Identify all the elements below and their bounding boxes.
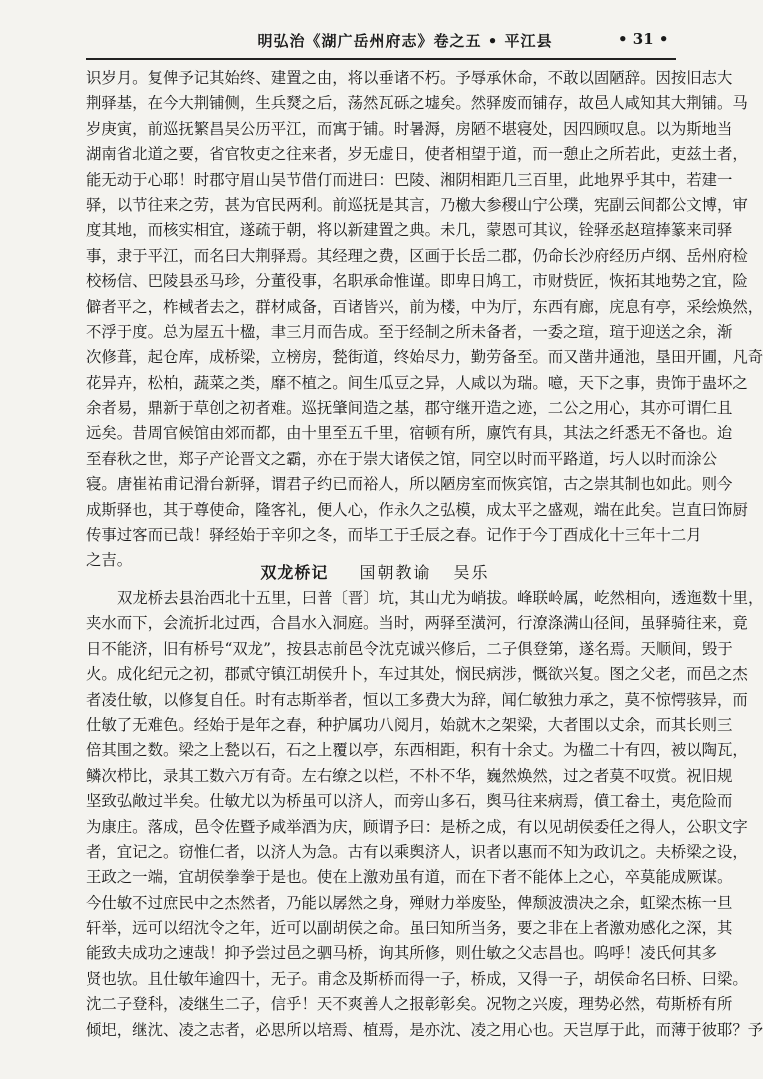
text-line: 沈二子登科，凌继生二子，信乎！天不爽善人之报彰彰矣。况物之兴废，理势必然，苟斯桥有所 xyxy=(86,995,733,1014)
text-line: 轩举，远可以绍沈令之年，近可以副胡侯之命。虽曰知所当务，要之非在上者激劝感化之深，其 xyxy=(86,919,733,938)
text-line: 不浮于度。总为屋五十楹，聿三月而告成。至于经制之所未备者，一委之瑄，瑄于迎送之余，渐 xyxy=(86,322,733,341)
text-line: 传事过客而已哉！驿经始于辛卯之冬，而毕工于壬辰之春。记作于今丁酉成化十三年十二月 xyxy=(86,526,702,545)
text-line: 驿，以节往来之劳，甚为官民两利。前巡抚是其言，乃檄大参稷山宁公璞，宪副云间都公文博，审 xyxy=(86,195,748,214)
text-line: 花异卉，松柏，蔬菜之类，靡不植之。间生瓜豆之异，人咸以为瑞。噫，天下之事，贵饰于蛊坏之 xyxy=(86,373,748,392)
author-name: 吴乐 xyxy=(453,563,490,582)
text-line: 度其地，而核实相宜，遂疏于朝，将以新建置之典。未几，蒙恩可其议，铨驿丞赵瑄捧篆来司驿 xyxy=(86,221,733,240)
section-heading xyxy=(0,562,750,584)
section-title: 双龙桥记 xyxy=(260,563,329,582)
text-line: 倾圯，继沈、凌之志者，必思所以培焉、植焉，是亦沈、凌之用心也。天岂厚于此，而薄于彼耶？予 xyxy=(86,1020,763,1039)
text-line: 为康庄。落成，邑令佐暨予咸举酒为庆，顾谓予曰：是桥之成，有以见胡侯委任之得人，公职文字 xyxy=(86,817,748,836)
text-line: 王政之一端，宜胡侯拳拳于是也。使在上激劝虽有道，而在下者不能体上之心，卒莫能成厥谋。 xyxy=(86,868,733,887)
author-role: 国朝教谕 xyxy=(359,563,432,582)
text-line: 贤也欤。且仕敏年逾四十，无子。甫念及斯桥而得一子，桥成，又得一子，胡侯命名曰桥、曰梁。 xyxy=(86,969,748,988)
text-line: 仕敏了无难色。经始于是年之春，种护属功八阅月，始就木之架梁，大者围以丈余，而其长则三 xyxy=(86,715,733,734)
text-line: 荆驿基，在今大荆铺侧，生兵燹之后，荡然瓦砾之墟矣。然驿废而铺存，故邑人咸知其大荆铺。马 xyxy=(86,94,748,113)
text-line: 成斯驿也，其于尊使命，隆客礼，便人心，作永久之弘模，成太平之盛观，端在此矣。岂直曰饰厨 xyxy=(86,500,748,519)
text-line: 鳞次栉比，录其工数六万有奇。左右缭之以栏，不朴不华，巍然焕然，过之者莫不叹赏。祝旧规 xyxy=(86,766,733,785)
text-line: 日不能济，旧有桥号“双龙”，按县志前邑令沈克诚兴修后，二子俱登第，遂名焉。天顺间，毁于 xyxy=(86,639,733,658)
header-rule xyxy=(86,58,676,60)
text-line: 今仕敏不过庶民中之杰然者，乃能以孱然之身，殚财力举废坠，俾颓波溃决之余，虹梁杰栋一旦 xyxy=(86,893,733,912)
text-line: 至春秋之世，郑子产论晋文之霸，亦在于崇大诸侯之馆，同空以时而平路道，圬人以时而涂公 xyxy=(86,449,718,468)
text-line: 岁庚寅，前巡抚繁昌吴公历平江，而寓于铺。时暑溽，房陋不堪寝处，因四顾叹息。以为斯地当 xyxy=(86,119,733,138)
text-line: 寝。唐崔祐甫记滑台新驿，谓君子约已而裕人，所以陋房室而恢宾馆，古之崇其制也如此。则今 xyxy=(86,475,733,494)
text-line: 者，宜记之。窃惟仁者，以济人为急。古有以乘舆济人，识者以惠而不知为政讥之。夫桥梁之设， xyxy=(86,842,748,861)
text-line: 识岁月。复俾予记其始终、建置之由，将以垂诸不朽。予辱承休命，不敢以固陋辞。因按旧志大 xyxy=(86,69,733,87)
text-line: 僻者平之，柞棫者去之，群材咸备，百诸皆兴，前为楼，中为厅，东西有廊，庑息有亭，采绘焕然， xyxy=(86,297,763,316)
text-line: 校杨信、巴陵县丞马珍，分董役事，名职承命惟谨。即卑日鸠工，市财赀匠，恢拓其地势之宜，险 xyxy=(86,272,748,291)
text-line: 次修葺，起仓库，成桥梁，立榜房，甃街道，终始尽力，勤劳备至。而又凿井通池，垦田开圃，凡奇 xyxy=(86,348,763,367)
text-line: 能无动于心耶！时郡守眉山吴节借仃而进曰：巴陵、湘阴相距几三百里，此地界乎其中，若建一 xyxy=(86,170,733,189)
text-line: 双龙桥去县治西北十五里，曰普〔晋〕坑，其山尤为峭拔。峰联岭属，屹然相向，透迤数十里， xyxy=(117,589,763,607)
section-author xyxy=(360,563,490,582)
text-line: 余者易，鼎新于草创之初者难。巡抚肇间造之基，郡守继开造之迹，二公之用心，其亦可谓仁且 xyxy=(86,399,733,418)
text-line: 之吉。 xyxy=(86,551,133,570)
text-line: 倍其围之数。梁之上甃以石，石之上覆以亭，东西相距，积有十余丈。为楹二十有四，被以陶瓦， xyxy=(86,741,748,760)
text-line: 能致夫成功之速哉！抑予尝过邑之驷马桥，询其所修，则仕敏之父志昌也。呜呼！凌氏何其多 xyxy=(86,944,718,963)
body-text-section-1 xyxy=(86,66,763,574)
text-line: 者凌仕敏，以修复自任。时有志斯举者，恒以工多费大为辞，闻仁敏独力承之，莫不惊愕骇异，而 xyxy=(86,690,748,709)
text-line: 远矣。昔周官候馆由郊而都，由十里至五千里，宿顿有所，廪饩有具，其法之纤悉无不备也。迨 xyxy=(86,424,733,443)
text-line: 火。成化纪元之初，郡贰守镇江胡侯升卜，车过其处，悯民病涉，慨欲兴复。图之父老，而邑之杰 xyxy=(86,665,748,684)
text-line: 夹水而下，会流折北过西，合昌水入洞庭。当时，两驿至潢河，行潦涤满山径间，虽驿骑往来，竟 xyxy=(86,614,748,633)
page-number: • 31 • xyxy=(618,30,669,48)
page-header xyxy=(0,30,750,56)
body-text-section-2 xyxy=(86,586,763,1043)
text-line: 坚致弘敞过半矣。仕敏尤以为桥虽可以济人，而旁山多石，舆马往来病焉，僨工畚土，夷危险而 xyxy=(86,792,733,811)
running-title: 明弘治《湖广岳州府志》卷之五 • 平江县 xyxy=(257,32,553,50)
text-line: 湖南省北道之要，省官牧吏之往来者，岁无虚日，使者相望于道，而一憩止之所若此，吏兹土者， xyxy=(86,145,748,164)
text-line: 事，隶于平江，而名曰大荆驿焉。其经理之费，区画于长岳二郡，仍命长沙府经历卢纲、岳州府检 xyxy=(86,246,748,265)
